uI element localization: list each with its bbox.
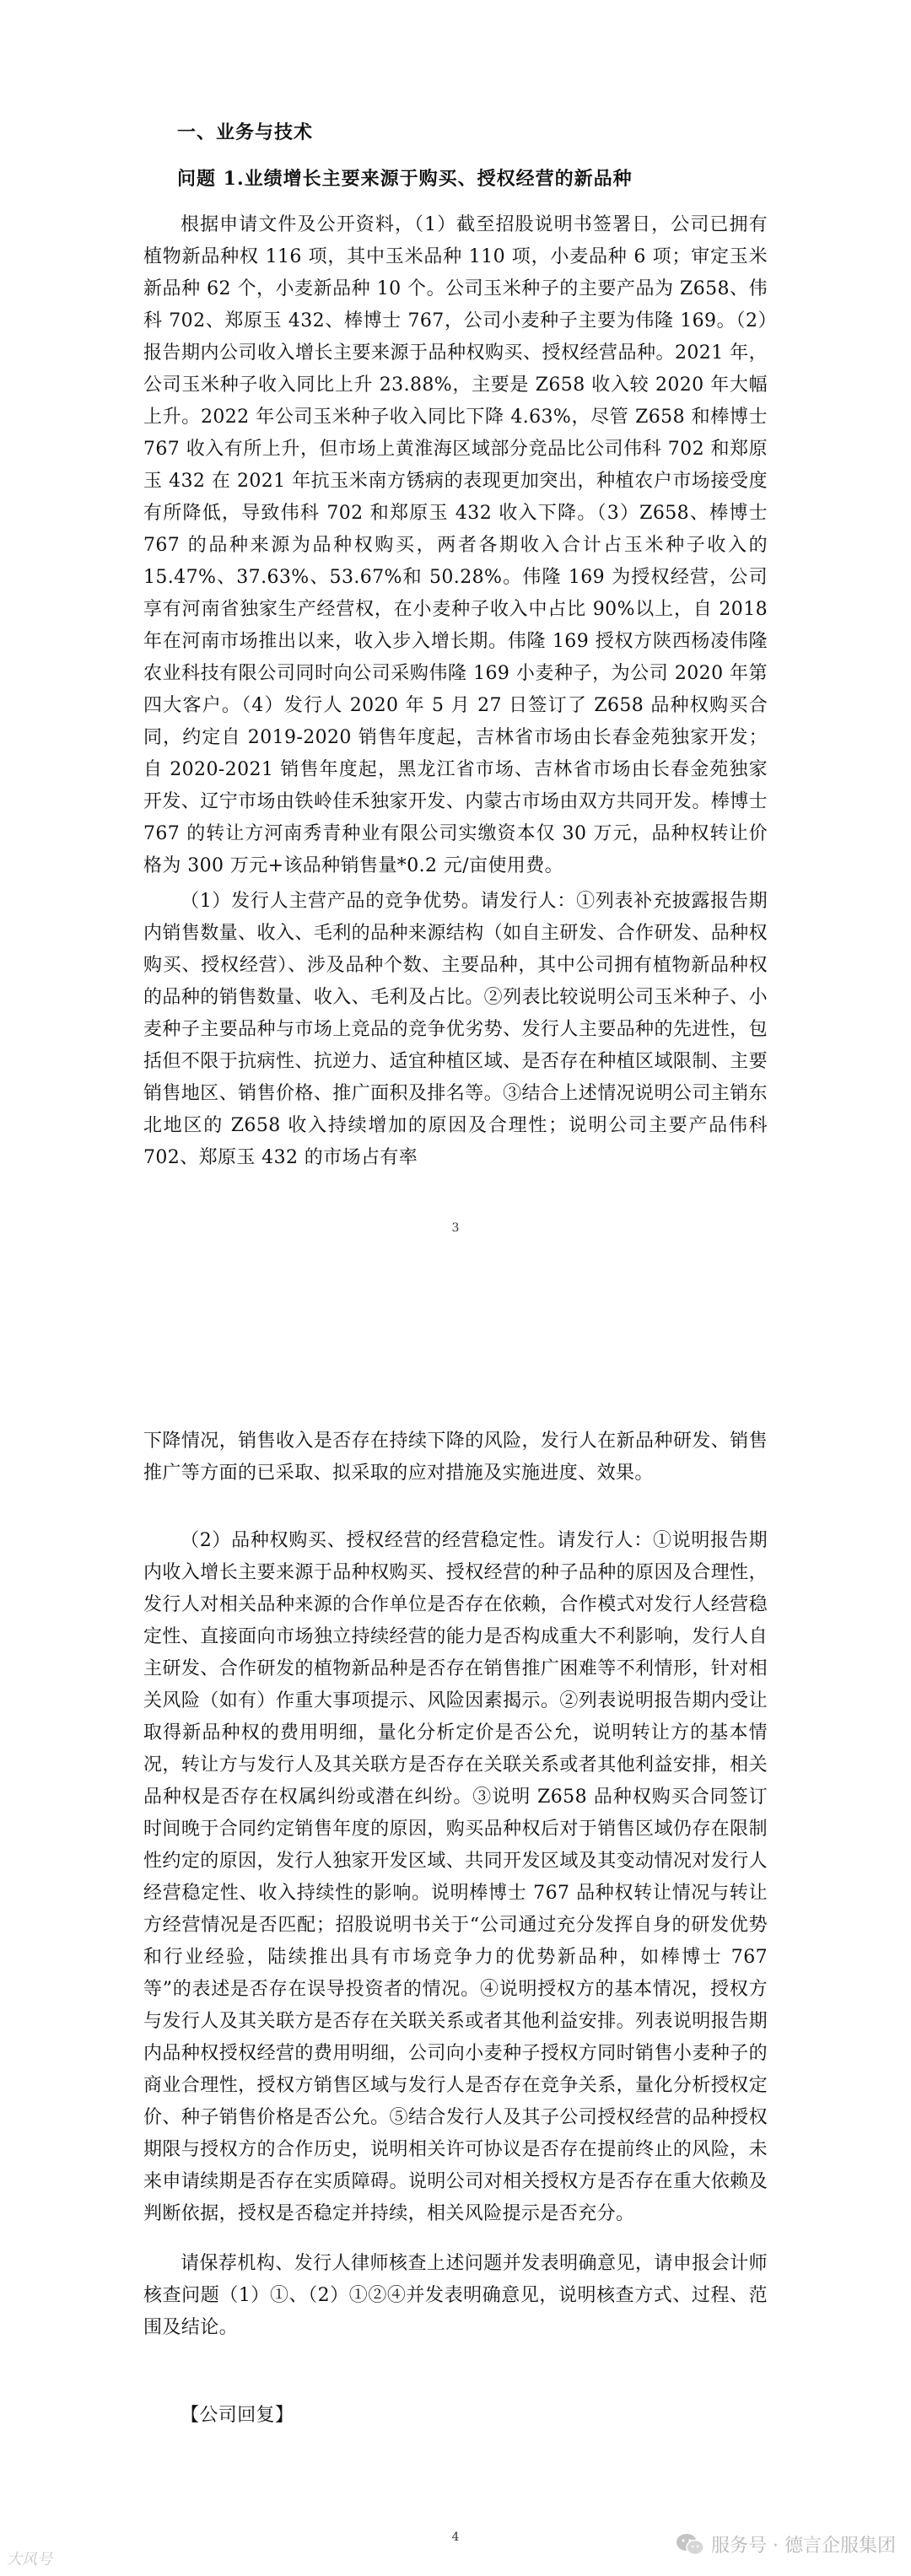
request-paragraph: 请保荐机构、发行人律师核查上述问题并发表明确意见，请申报会计师核查问题（1）①、（2）①②④并发表明确意见，说明核查方式、过程、范围及结论。 [143, 2253, 768, 2338]
document-page-1 [0, 0, 911, 1265]
watermark-text: 服务号 · 德言企服集团 [711, 2536, 896, 2557]
document-page-2 [0, 1333, 911, 2576]
section-heading: 一、业务与技术 [177, 121, 314, 143]
intro-paragraph: 根据申请文件及公开资料，（1）截至招股说明书签署日，公司已拥有植物新品种权 116 项，其中玉米品种 110 项，小麦品种 6 项；审定玉米新品种 62 个，小麦新品种 10 个。公司玉米种子的主要产品为 Z658、伟科 702、郑原玉 432、棒博士 767，公司小麦种子主要为伟隆 169。（2）报告期内公司收入增长主要来源于品种权购买、授权经营品种。2021 年，公司玉米种子收入同比上升 23.88%，主要是 Z658 收入较 2020 年大幅上升。2022 年公司玉米种子收入同比下降 4.63%，尽管 Z658 和棒博士 767 收入有所上升，但市场上黄淮海区域部分竞品比公司伟科 702 和郑原玉 432 在 2021 年抗玉米南方锈病的表现更加突出，种植农户市场接受度有所降低，导致伟科 702 和郑原玉 432 收入下降。（3）Z658、棒博士 767 的品种来源为品种权购买，两者各期收入合计占玉米种子收入的 15.47%、37.63%、53.67%和 50.28%。伟隆 169 为授权经营，公司享有河南省独家生产经营权，在小麦种子收入中占比 90%以上，自 2018 年在河南市场推出以来，收入步入增长期。伟隆 169 授权方陕西杨凌伟隆农业科技有限公司同时向公司采购伟隆 169 小麦种子，为公司 2020 年第四大客户。（4）发行人 2020 年 5 月 27 日签订了 Z658 品种权购买合同，约定自 2019-2020 销售年度起，吉林省市场由长春金苑独家开发；自 2020-2021 销售年度起，黑龙江省市场、吉林省市场由长春金苑独家开发、辽宁市场由铁岭佳禾独家开发、内蒙古市场由双方共同开发。棒博士 767 的转让方河南秀青种业有限公司实缴资本仅 30 万元，品种权转让价格为 300 万元+该品种销售量*0.2 元/亩使用费。 [143, 214, 768, 876]
continuation-paragraph: 下降情况，销售收入是否存在持续下降的风险，发行人在新品种研发、销售推广等方面的已采取、拟采取的应对措施及实施进度、效果。 [143, 1431, 768, 1484]
corner-logo: 大风号 [7, 2551, 52, 2568]
watermark [676, 2531, 896, 2557]
question-2-paragraph: （2）品种权购买、授权经营的经营稳定性。请发行人：①说明报告期内收入增长主要来源于品种权购买、授权经营的种子品种的原因及合理性，发行人对相关品种来源的合作单位是否存在依赖，合作模式对发行人经营稳定性、直接面向市场独立持续经营的能力是否构成重大不利影响，发行人自主研发、合作研发的植物新品种是否存在销售推广困难等不利情形，针对相关风险（如有）作重大事项提示、风险因素揭示。②列表说明报告期内受让取得新品种权的费用明细，量化分析定价是否公允，说明转让方的基本情况，转让方与发行人及其关联方是否存在关联关系或者其他利益安排，相关品种权是否存在权属纠纷或潜在纠纷。③说明 Z658 品种权购买合同签订时间晚于合同约定销售年度的原因，购买品种权后对于销售区域仍存在限制性约定的原因，发行人独家开发区域、共同开发区域及其变动情况对发行人经营稳定性、收入持续性的影响。说明棒博士 767 品种权转让情况与转让方经营情况是否匹配；招股说明书关于“公司通过充分发挥自身的研发优势和行业经验，陆续推出具有市场竞争力的优势新品种，如棒博士 767 等”的表述是否存在误导投资者的情况。④说明授权方的基本情况，授权方与发行人及其关联方是否存在关联关系或者其他利益安排。列表说明报告期内品种权授权经营的费用明细，公司向小麦种子授权方同时销售小麦种子的商业合理性，授权方销售区域与发行人是否存在竞争关系，量化分析授权定价、种子销售价格是否公允。⑤结合发行人及其子公司授权经营的品种授权期限与授权方的合作历史，说明相关许可协议是否存在提前终止的风险，未来申请续期是否存在实质障碍。说明公司对相关授权方是否存在重大依赖及判断依据，授权是否稳定并持续，相关风险提示是否充分。 [143, 1530, 768, 2224]
reply-label: 【公司回复】 [181, 2405, 294, 2426]
wechat-icon [676, 2532, 704, 2557]
page-number: 3 [451, 1221, 460, 1235]
question-heading: 问题 1.业绩增长主要来源于购买、授权经营的新品种 [177, 168, 633, 190]
question-1-paragraph: （1）发行人主营产品的竞争优势。请发行人：①列表补充披露报告期内销售数量、收入、毛利的品种来源结构（如自主研发、合作研发、品种权购买、授权经营）、涉及品种个数、主要品种，其中公司拥有植物新品种权的品种的销售数量、收入、毛利及占比。②列表比较说明公司玉米种子、小麦种子主要品种与市场上竞品的竞争优劣势、发行人主要品种的先进性，包括但不限于抗病性、抗逆力、适宜种植区域、是否存在种植区域限制、主要销售地区、销售价格、推广面积及排名等。③结合上述情况说明公司主销东北地区的 Z658 收入持续增加的原因及合理性；说明公司主要产品伟科 702、郑原玉 432 的市场占有率 [143, 891, 768, 1168]
page-number: 4 [451, 2530, 460, 2544]
